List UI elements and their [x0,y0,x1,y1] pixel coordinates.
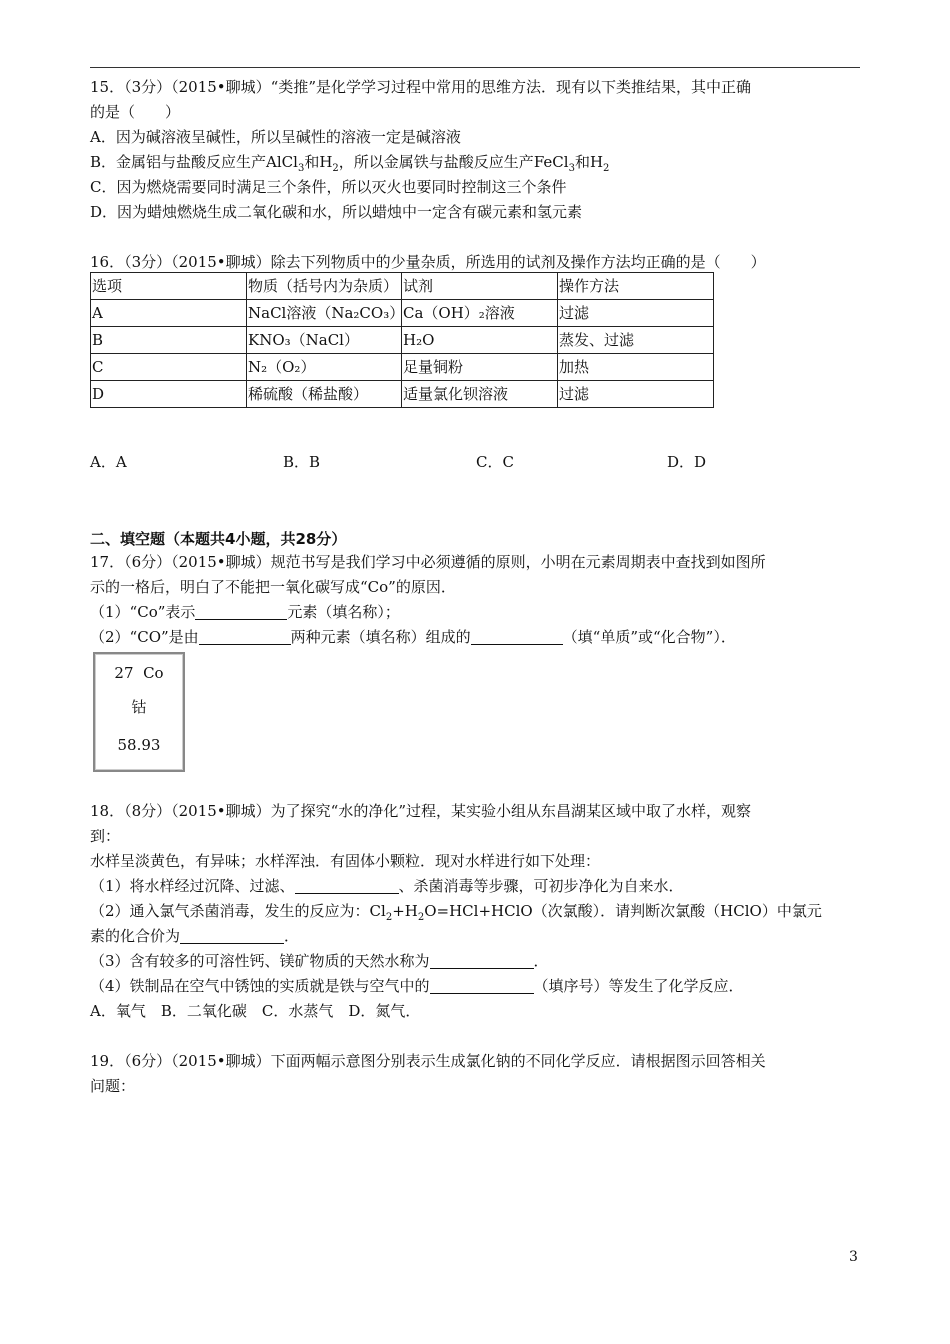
q16-stem: 16．（3分）（2015•聊城）除去下列物质中的少量杂质，所选用的试剂及操作方法均正确的是（ ） [90,253,766,271]
q17-part1: （1）“Co”表示 元素（填名称）； [90,603,400,621]
table-cell: NaCl溶液（Na₂CO₃） [247,300,402,327]
q15-option-a: A．因为碱溶液呈碱性，所以呈碱性的溶液一定是碱溶液 [90,128,461,146]
q18-stem-line2: 到： [90,827,121,845]
table-cell: 过滤 [558,300,714,327]
q17-stem-line2: 示的一格后，明白了不能把一氧化碳写成“Co”的原因． [90,578,456,596]
table-row [91,300,714,327]
table-cell: N₂（O₂） [247,354,402,381]
table-cell: H₂O [402,327,558,354]
q15-stem-line1: 15．（3分）（2015•聊城）“类推”是化学学习过程中常用的思维方法．现有以下类推结果，其中正确 [90,78,751,96]
table-header-cell: 物质（括号内为杂质） [247,273,402,300]
table-row [91,354,714,381]
header-rule [90,67,860,68]
table-header-cell: 试剂 [402,273,558,300]
q15-option-d: D．因为蜡烛燃烧生成二氧化碳和水，所以蜡烛中一定含有碳元素和氢元素 [90,203,583,221]
periodic-table-cell-image [93,652,185,772]
q18-part2-cont: 素的化合价为 ． [90,927,300,945]
q16-choice-a: A．A [90,453,127,471]
q18-part2: （2）通入氯气杀菌消毒，发生的反应为：$Cl_2+H_2O=HCl+HClO$（次氯酸）．请判断次氯酸（HClO）中氯元 [90,902,822,923]
answer-blank[interactable] [199,628,291,645]
table-cell: 过滤 [558,381,714,408]
table-cell: Ca（OH）₂溶液 [402,300,558,327]
q18-stem-line1: 18．（8分）（2015•聊城）为了探究“水的净化”过程，某实验小组从东昌湖某区域中取了水样，观察 [90,802,751,820]
table-cell: 足量铜粉 [402,354,558,381]
table-cell: 适量氯化钡溶液 [402,381,558,408]
table-cell: 稀硫酸（稀盐酸） [247,381,402,408]
table-cell: 蒸发、过滤 [558,327,714,354]
q18-part3: （3）含有较多的可溶性钙、镁矿物质的天然水称为 ． [90,952,549,970]
table-cell: 加热 [558,354,714,381]
answer-blank[interactable] [430,952,534,969]
element-number-symbol: 27 Co [114,664,164,682]
table-cell: C [91,354,247,381]
answer-blank[interactable] [195,603,287,620]
answer-blank[interactable] [180,927,284,944]
table-cell: D [91,381,247,408]
q15-option-b: B．金属铝与盐酸反应生产AlCl$_3$和$H_2$，所以金属铁与盐酸反应生产FeCl$_3$和$H_2$ [90,153,610,174]
q18-part1: （1）将水样经过沉降、过滤、 、杀菌消毒等步骤，可初步净化为自来水． [90,877,684,895]
q16-choice-c: C．C [476,453,514,471]
answer-blank[interactable] [295,877,399,894]
q19-stem-line1: 19．（6分）（2015•聊城）下面两幅示意图分别表示生成氯化钠的不同化学反应．请根据图示回答相关 [90,1052,766,1070]
q17-stem-line1: 17．（6分）（2015•聊城）规范书写是我们学习中必须遵循的原则，小明在元素周期表中查找到如图所 [90,553,766,571]
answer-blank[interactable] [430,977,534,994]
page-number: 3 [849,1249,858,1265]
table-cell: KNO₃（NaCl） [247,327,402,354]
element-mass: 58.93 [117,736,161,754]
q16-choice-b: B．B [283,453,321,471]
q15-option-c: C．因为燃烧需要同时满足三个条件，所以灭火也要同时控制这三个条件 [90,178,567,196]
table-cell: A [91,300,247,327]
section-heading: 二、填空题（本题共4小题，共28分） [90,530,347,548]
q16-choice-d: D．D [667,453,707,471]
element-name: 钴 [131,698,147,716]
table-row [91,327,714,354]
q17-part2: （2）“CO”是由 两种元素（填名称）组成的 （填“单质”或“化合物”）． [90,628,736,646]
q18-stem-line3: 水样呈淡黄色，有异味；水样浑浊．有固体小颗粒．现对水样进行如下处理： [90,852,601,870]
q18-options: A．氧气 B．二氧化碳 C．水蒸气 D．氮气． [90,1002,421,1020]
table-row [91,381,714,408]
table-cell: B [91,327,247,354]
q18-part4: （4）铁制品在空气中锈蚀的实质就是铁与空气中的 （填序号）等发生了化学反应． [90,977,744,995]
table-header-cell: 操作方法 [558,273,714,300]
answer-blank[interactable] [471,628,563,645]
q15-stem-line2: 的是（ ） [90,103,181,121]
q19-stem-line2: 问题： [90,1077,136,1095]
table-header-row [91,273,714,300]
q16-table [90,272,714,408]
table-header-cell: 选项 [91,273,247,300]
